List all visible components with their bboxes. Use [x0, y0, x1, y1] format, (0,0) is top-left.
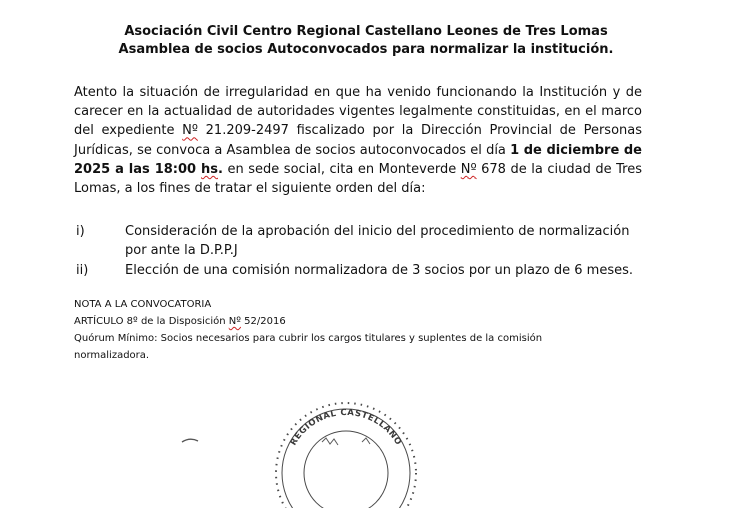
number-sign: Nº [228, 316, 241, 327]
note-article-prefix: ARTÍCULO 8º de la Disposición [74, 316, 229, 327]
convocation-paragraph [74, 83, 642, 198]
agenda-item-text: Elección de una comisión normalizadora de 3 socios por un plazo de 6 meses. [125, 263, 633, 278]
paragraph-text: en sede social, cita en Monteverde [222, 161, 461, 177]
number-sign: Nº [182, 123, 198, 139]
paragraph-text: 21.209-2497 fiscalizado por la Dirección Provincial de Personas Jurídicas, se convoca a Asamblea de socios autoconvocados el día [74, 123, 642, 158]
meeting-hours-dot: . [218, 161, 223, 177]
note-article-suffix: 52/2016 [240, 316, 286, 327]
paragraph-text: Atento la situación de irregularidad en que ha venido funcionando la Institución y de carecer en la actualidad de autoridades vigentes legalmente constituidas, en el marco del expediente [74, 85, 642, 139]
note-article [74, 314, 594, 331]
note-quorum: Quórum Mínimo: Socios necesarios para cubrir los cargos titulares y suplentes de la comisión normalizadora. [74, 333, 543, 361]
meeting-date: 1 de diciembre de 2025 a las 18:00 [74, 142, 642, 177]
agenda-item-marker: ii) [76, 263, 89, 278]
paragraph-text: 678 de la ciudad de Tres Lomas, a los fines de tratar el siguiente orden del día: [74, 161, 643, 197]
number-sign: Nº [460, 161, 477, 177]
agenda-item-marker: i) [76, 224, 85, 239]
agenda-item [74, 261, 642, 280]
document-title: Asociación Civil Centro Regional Castellano Leones de Tres Lomas [124, 24, 608, 39]
document-subtitle: Asamblea de socios Autoconvocados para normalizar la institución. [118, 42, 614, 57]
seal-text: REGIONAL CASTELLANO [288, 407, 404, 448]
svg-text:REGIONAL CASTELLANO [289, 408, 404, 448]
agenda-item [74, 222, 642, 260]
note-heading: NOTA A LA CONVOCATORIA [74, 299, 212, 310]
agenda-item-text: Consideración de la aprobación del inicio del procedimiento de normalización por ante la D.P.P.J [125, 224, 630, 258]
institution-seal [270, 398, 420, 508]
meeting-hours-unit: hs [201, 161, 218, 177]
